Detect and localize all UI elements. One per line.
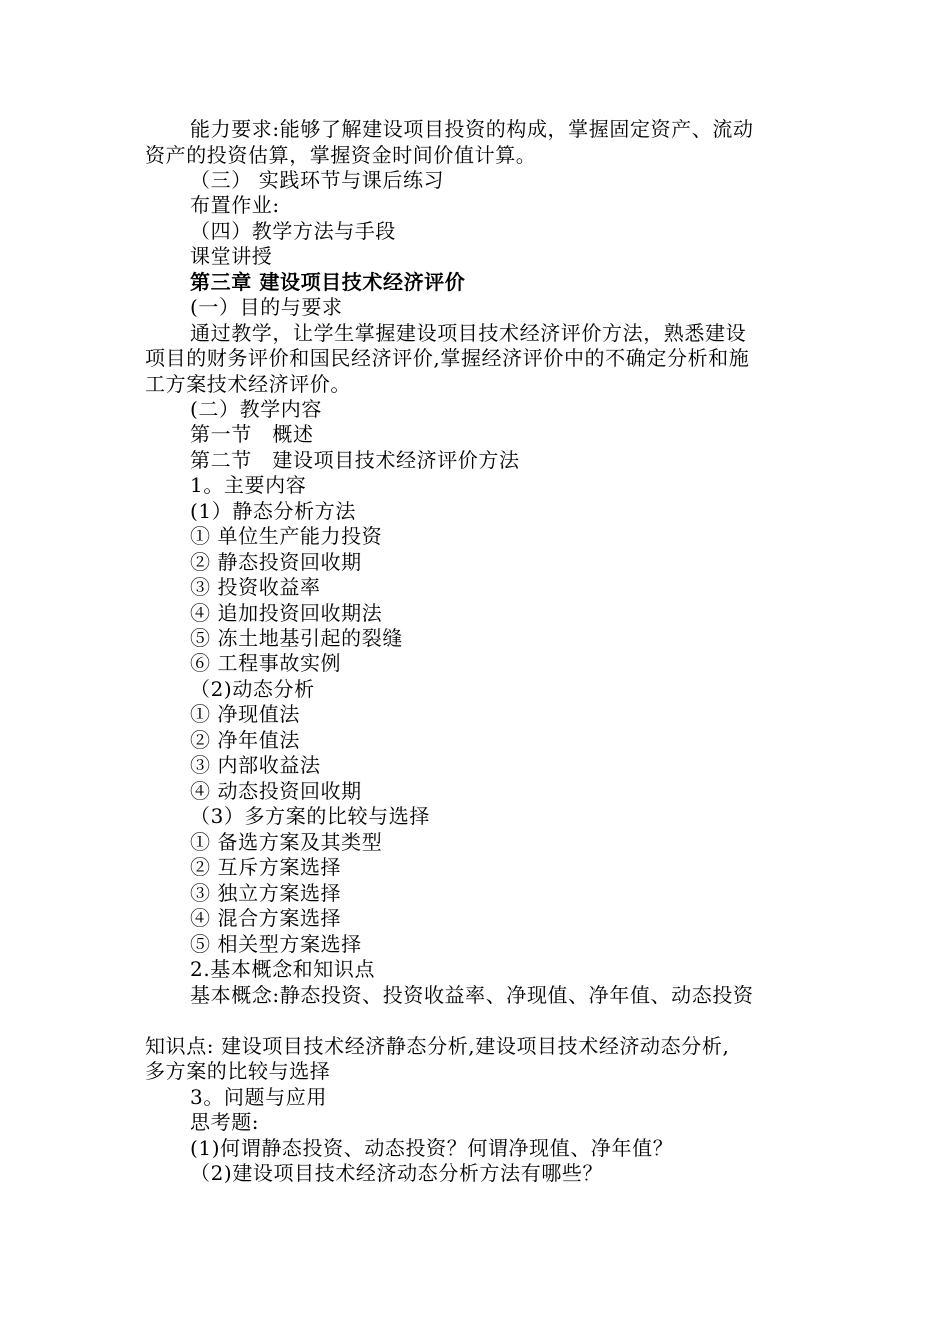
chapter-title: 第三章 建设项目技术经济评价 (190, 270, 466, 294)
text-line: 1。主要内容 (190, 473, 307, 497)
text-line: 3。问题与应用 (190, 1085, 327, 1109)
text-line: 第一节 概述 (190, 422, 314, 446)
section-heading: （三） 实践环节与课后练习 (190, 168, 445, 192)
list-item: ④ 追加投资回收期法 (190, 601, 383, 625)
list-item: ③ 投资收益率 (190, 575, 321, 599)
question-item: （2)建设项目技术经济动态分析方法有哪些？ (190, 1161, 604, 1185)
section-heading: （四）教学方法与手段 (190, 219, 396, 243)
list-item: ⑤ 相关型方案选择 (190, 932, 362, 956)
list-item: ⑤ 冻土地基引起的裂缝 (190, 626, 403, 650)
list-item: ② 静态投资回收期 (190, 550, 362, 574)
text-line: 通过教学，让学生掌握建设项目技术经济评价方法，熟悉建设 (190, 321, 747, 345)
list-item: ③ 独立方案选择 (190, 881, 342, 905)
text-line: 基本概念:静态投资、投资收益率、净现值、净年值、动态投资 (190, 983, 754, 1007)
text-line: 第二节 建设项目技术经济评价方法 (190, 448, 520, 472)
text-line: 2.基本概念和知识点 (190, 957, 376, 981)
section-heading: (二）教学内容 (190, 397, 323, 421)
list-item: ① 备选方案及其类型 (190, 830, 383, 854)
text-line: 知识点: 建设项目技术经济静态分析,建设项目技术经济动态分析, (145, 1034, 730, 1058)
list-item: ④ 混合方案选择 (190, 906, 342, 930)
text-line: 课堂讲授 (190, 244, 273, 268)
text-line: 项目的财务评价和国民经济评价,掌握经济评价中的不确定分析和施 (145, 346, 750, 370)
section-heading: (一）目的与要求 (190, 295, 343, 319)
text-line: （2)动态分析 (190, 677, 315, 701)
list-item: ① 净现值法 (190, 702, 300, 726)
list-item: ① 单位生产能力投资 (190, 524, 383, 548)
text-line: 资产的投资估算，掌握资金时间价值计算。 (145, 143, 537, 167)
list-item: ④ 动态投资回收期 (190, 779, 362, 803)
text-line: 多方案的比较与选择 (145, 1059, 331, 1083)
text-line: 能力要求:能够了解建设项目投资的构成，掌握固定资产、流动 (190, 117, 754, 141)
text-line: 工方案技术经济评价。 (145, 372, 351, 396)
list-item: ② 净年值法 (190, 728, 300, 752)
text-line: （3）多方案的比较与选择 (190, 804, 430, 828)
text-line: 布置作业: (190, 193, 280, 217)
list-item: ⑥ 工程事故实例 (190, 651, 342, 675)
list-item: ③ 内部收益法 (190, 753, 321, 777)
text-line: (1）静态分析方法 (190, 499, 356, 523)
question-item: (1)何谓静态投资、动态投资？何谓净现值、净年值？ (190, 1136, 674, 1160)
text-line: 思考题: (190, 1110, 260, 1134)
list-item: ② 互斥方案选择 (190, 855, 342, 879)
